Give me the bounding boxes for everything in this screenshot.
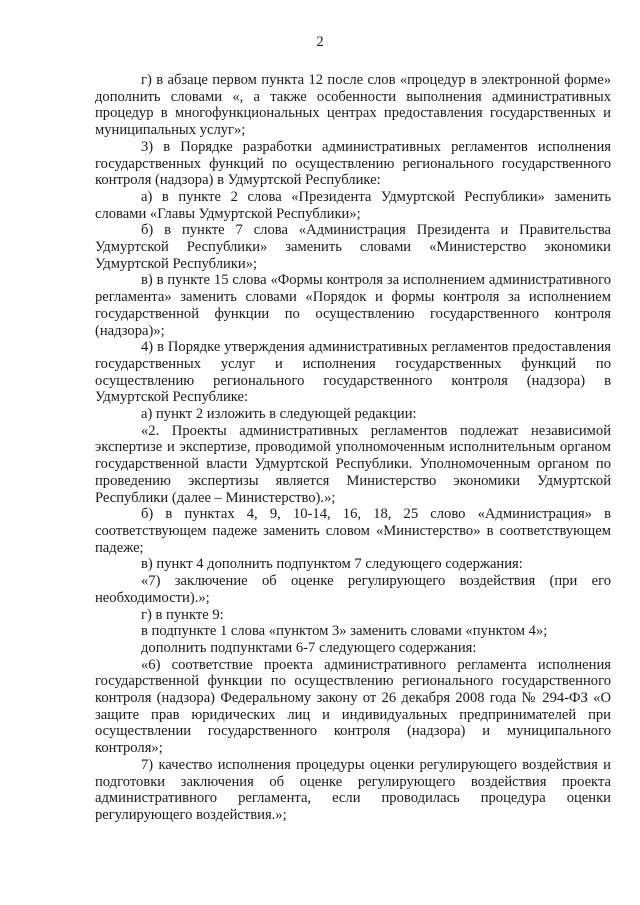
- paragraph-subitem-1: в подпункте 1 слова «пунктом 3» заменить словами «пунктом 4»;: [141, 623, 548, 640]
- page-number: 2: [316, 34, 324, 50]
- paragraph-section-4: 4) в Порядке утверждения административных регламентов предоставления государственных услуг и исполнения государственных функций по осуществлению регионального государственного контроля (надзора) в Удмуртской Республике:: [95, 339, 611, 406]
- paragraph-quote-6: «6) соответствие проекта административного регламента исполнения государственной функции по осуществлению регионального государственного контроля (надзора) Федеральному закону от 26 декабря 2008 года № 294-ФЗ «О защите прав юридических лиц и индивидуальных предпринимателей при осуществлении государственного контроля (надзора) и муниципального контроля»;: [95, 656, 611, 757]
- paragraph-item-a: а) в пункте 2 слова «Президента Удмуртской Республики» заменить словами «Главы Удмуртской Республики»;: [95, 188, 611, 222]
- paragraph-item-v: в) в пункте 15 слова «Формы контроля за исполнением административного регламента» заменить словами «Порядок и формы контроля за исполнением государственной функции по осуществлению государственного контроля (надзора)»;: [95, 272, 611, 339]
- paragraph-item-b: б) в пункте 7 слова «Администрация Президента и Правительства Удмуртской Республики» заменить словами «Министерство экономики Удмуртской Республики»;: [95, 222, 611, 272]
- paragraph-item-v-2: в) пункт 4 дополнить подпунктом 7 следующего содержания:: [141, 556, 523, 573]
- paragraph-item-a-2: а) пункт 2 изложить в следующей редакции:: [141, 406, 417, 423]
- paragraph-quote-2: «2. Проекты административных регламентов подлежат независимой экспертизе и экспертизе, проводимой уполномоченным исполнительным органом государственной власти Удмуртской Республики. Уполномоченным органом по проведению экспертизы является Министерство экономики Удмуртской Республики (далее – Министерство).»;: [95, 422, 611, 506]
- paragraph-quote-7: «7) заключение об оценке регулирующего воздействия (при его необходимости).»;: [95, 573, 611, 606]
- paragraph-item-g-9: г) в пункте 9:: [141, 606, 224, 623]
- paragraph-section-3: 3) в Порядке разработки административных регламентов исполнения государственных функций по осуществлению регионального государственного контроля (надзора) в Удмуртской Республике:: [95, 138, 611, 189]
- paragraph-item-b-2: б) в пунктах 4, 9, 10-14, 16, 18, 25 слово «Администрация» в соответствующем падеже заменить словом «Министерство» в соответствующем падеже;: [95, 506, 611, 556]
- document-body: [95, 72, 611, 824]
- paragraph-subitems-6-7: дополнить подпунктами 6-7 следующего содержания:: [141, 639, 477, 656]
- paragraph-item-g-12: г) в абзаце первом пункта 12 после слов «процедур в электронной форме» дополнить словами «, а также особенности выполнения административных процедур в многофункциональных центрах предоставления государственных и муниципальных услуг»;: [95, 72, 611, 139]
- paragraph-subitem-7: 7) качество исполнения процедуры оценки регулирующего воздействия и подготовки заключения об оценке регулирующего воздействия проекта административного регламента, если проводилась процедура оценки регулирующего воздействия.»;: [95, 756, 611, 823]
